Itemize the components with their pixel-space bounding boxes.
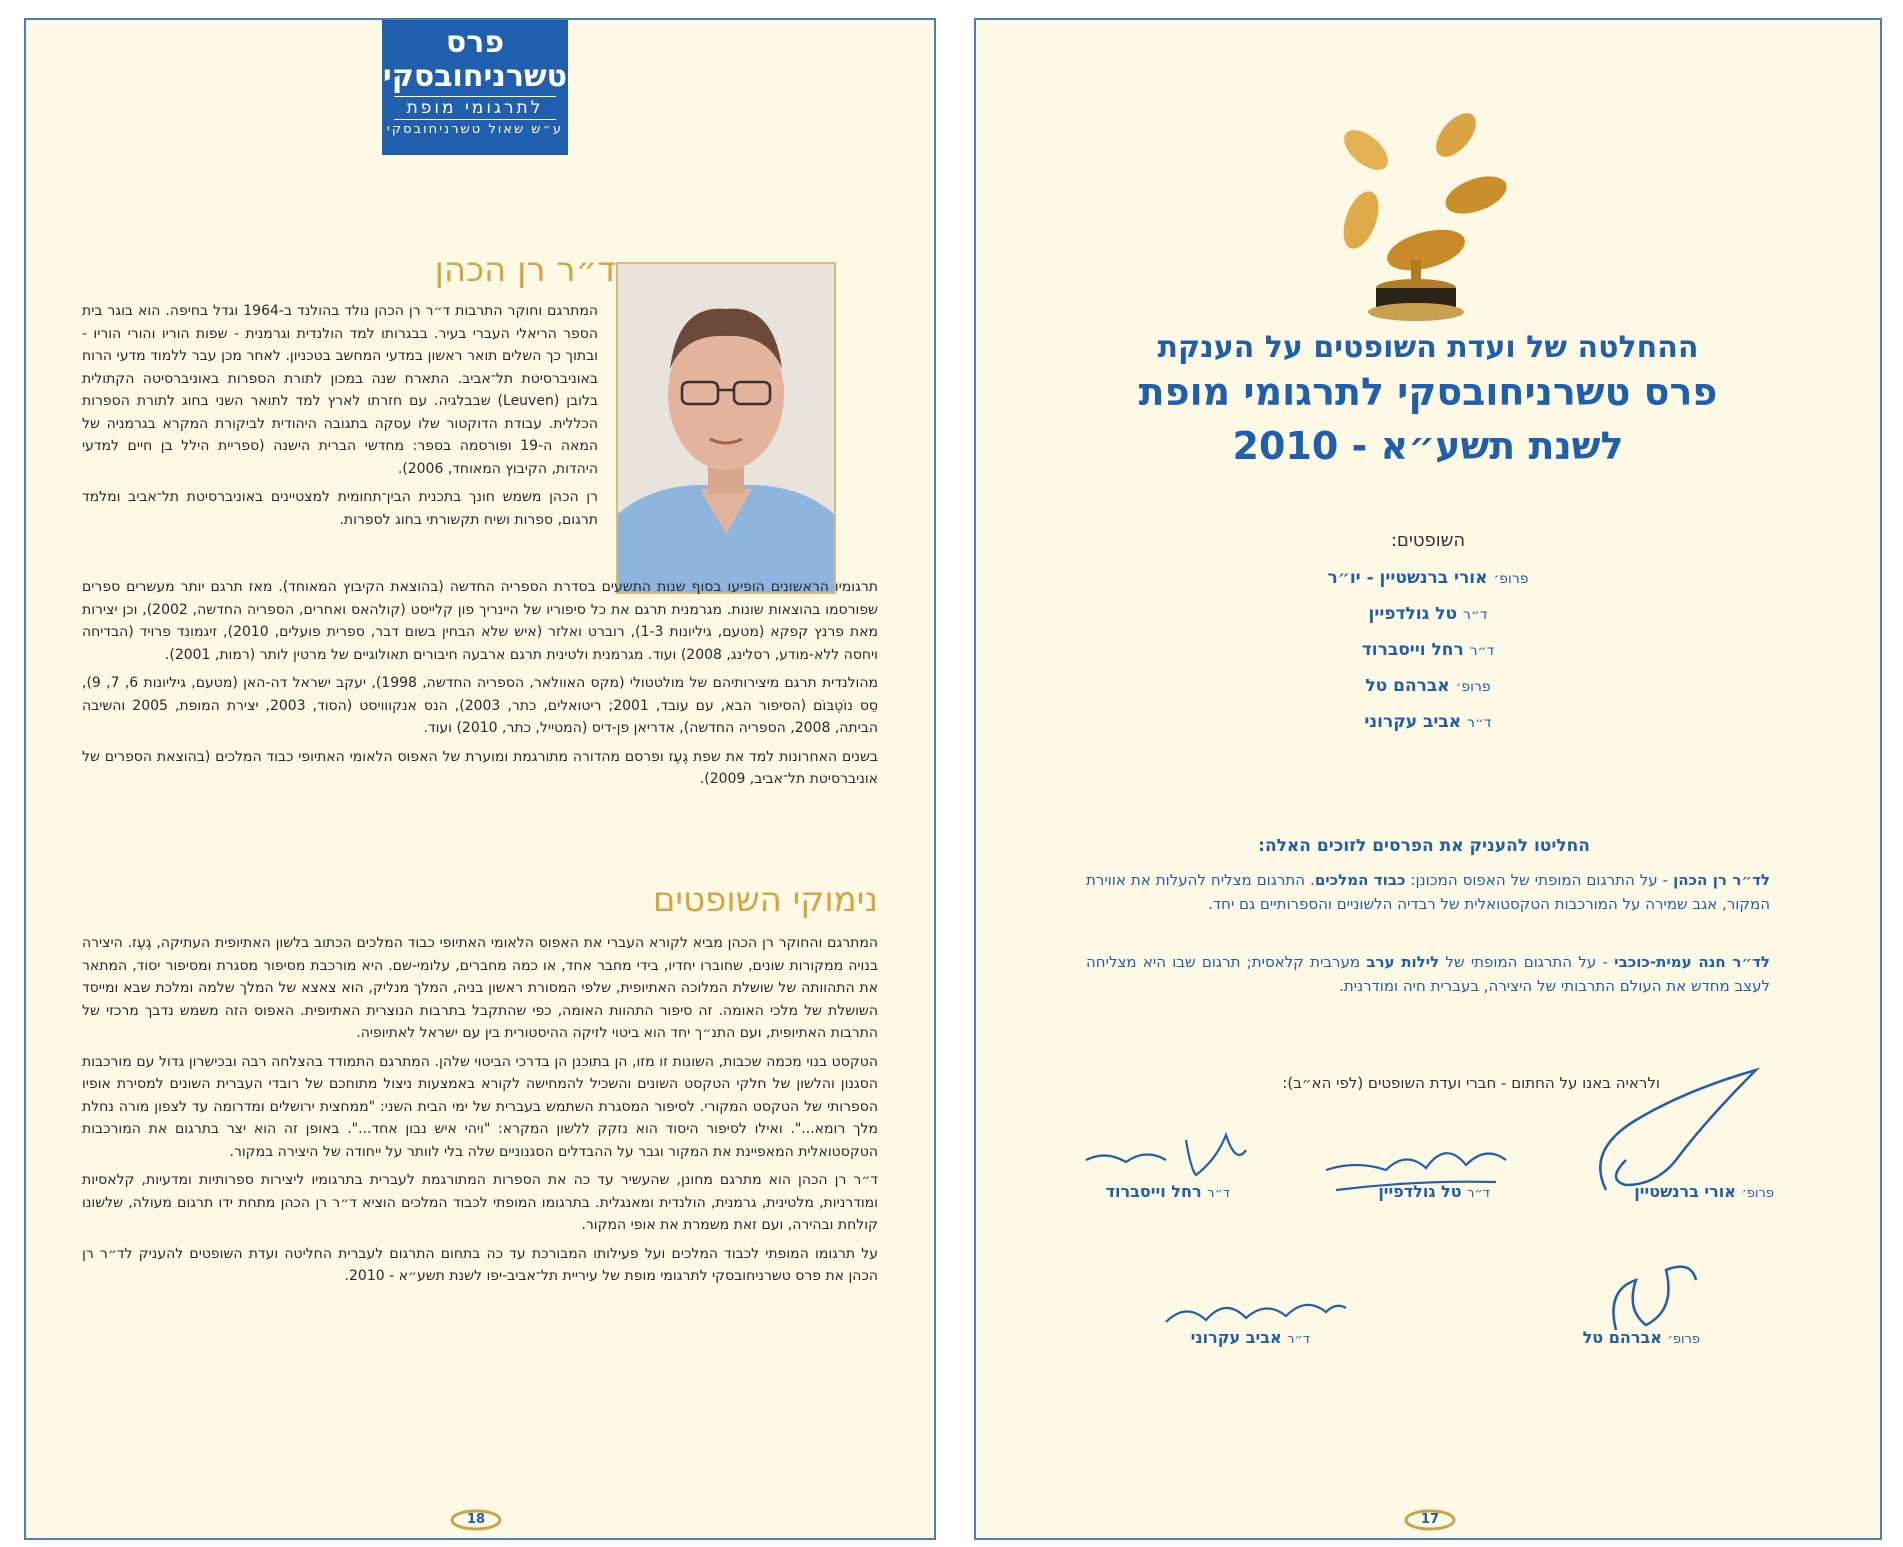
judges-reasons-text	[82, 932, 878, 1294]
bio-paragraph-1: המתרגם וחוקר התרבות ד״ר רן הכהן נולד בהולנד ב-1964 וגדל בחיפה. הוא בוגר בית הספר הריאלי העברי בעיר. בבגרותו למד הולנדית וגרמנית - שפות הוריו והורי הוריו - ובתוך כך השלים תואר ראשון במדעי המחשב בטכניון. לאחר מכן עבר ללמוד מדעי הרוח באוניברסיטת תל־אביב. התארח שנה במכון לתורת הספרות באוניברסיטה הקתולית בלובן (Leuven) שבבלגיה. עם חזרתו לארץ למד לתואר השני בחוג לתורת הספרות הכללית. עבודת הדוקטור שלו עסקה בתגובה היהודית לביקורת המקרא בגרמניה של המאה ה-19 ופורסמה בספר: מחדשי הברית הישנה (ספריית הילל בן חיים למדעי היהדות, הקיבוץ המאוחד, 2006).	[82, 303, 598, 477]
biography-text-continued	[82, 576, 878, 797]
biography-text	[82, 300, 598, 537]
winner-1-name: לד״ר רן הכהן	[1673, 871, 1770, 889]
decision-title-line-3: לשנת תשע״א - 2010	[1232, 424, 1624, 468]
decision-title-line-1: ההחלטה של ועדת השופטים על הענקת	[1157, 330, 1699, 365]
signature-bernstein	[1566, 1060, 1776, 1200]
signature-name-tal: פרופ׳ אברהם טל	[1582, 1328, 1700, 1347]
judges-label: השופטים:	[1390, 530, 1466, 551]
logo-line-2: טשרניחובסקי	[382, 59, 568, 94]
logo-line-3: לתרגומי מופת	[394, 96, 556, 120]
signature-name-akroni: ד״ר אביב עקרוני	[1190, 1328, 1310, 1347]
page-number-left: 18	[446, 1506, 506, 1538]
logo-line-4: ע״ש שאול טשרניחובסקי	[386, 122, 564, 137]
judge-1: פרופ׳ אורי ברנשטיין - יו״ר	[1327, 568, 1529, 588]
bio-paragraph-2: רן הכהן משמש חונך בתכנית הבין־תחומית למצטיינים באוניברסיטת תל־אביב ומלמד תרגום, ספרות ושיח תקשורתי בחוג לספרות.	[82, 489, 598, 528]
signature-tal	[1596, 1250, 1716, 1340]
page-number-right: 17	[1400, 1506, 1460, 1538]
winner-2-work: לילות ערב	[1366, 953, 1440, 971]
signature-weissbrod	[1076, 1120, 1256, 1190]
reasons-paragraph-1: המתרגם והחוקר רן הכהן מביא לקורא העברי את האפוס הלאומי האתיופי כבוד המלכים הכתוב בלשון האתיופית העתיקה, גֶעֶז. היצירה בנויה ממקורות שונים, שחוברו יחדיו, בידי מחבר אחד, או כמה מחברים, עלומי-שם. היא מורכבת מסיפור מסגרת ומסיפור יסוד, המתאר את התהוותה של שושלת המלוכה האתיופית, שלפי המסורת ראשון בניה, המלך מנליק, הוא צאצא של המלך שלמה ומלכת שבא ומייסד השושלת של מלכי האומה. זה סיפור התהוות האומה, כפי שהתקבל בתרבות הנוצרית האתיופית. האפוס הזה משמש נדבך מרכזי של התרבות האתיופית, ועם התנ״ך יחד הוא ביטוי לזיקה ההיסטורית בין עם ישראל לאתיופיה.	[82, 935, 878, 1041]
judges-reasons-heading: נימוקי השופטים	[652, 880, 878, 920]
reasons-paragraph-3: ד״ר רן הכהן הוא מתרגם מחונן, שהעשיר עד כה את הספרות המתורגמת לעברית בתרגומיו ליצירות ספרותיות ומדעיות, קלאסיות ומודרניות, מלטינית, גרמנית, הולנדית ומאנגלית. בתרגומו המופתי לכבוד המלכים הוציא ד״ר רן הכהן מתחת ידו תרגום מעולה, שלשונו קולחת ובהירה, ועם זאת משמרת את אופי המקור.	[82, 1172, 878, 1233]
bio-paragraph-5: בשנים האחרונות למד את שפת גֶעֶז ופרסם מהדורה מתורגמת ומוערת של האפוס הלאומי האתיופי כבוד המלכים (בהוצאת הספרים של אוניברסיטת תל־אביב, 2009).	[82, 748, 878, 787]
winner-1-work: כבוד המלכים	[1314, 871, 1406, 889]
winner-2-name: לד״ר חנה עמית-כוכבי	[1614, 953, 1771, 971]
reasons-paragraph-2: הטקסט בנוי מכמה שכבות, השונות זו מזו, הן בתוכנן הן בדרכי הביטוי שלהן. המתרגם התמודד בהצלחה רבה ובכישרון גדול עם מורכבות הסגנון והלשון של חלקי הטקסט השונים והשכיל להמחישה לקורא באמצעות ניצול מתוחכם של רובדי העברית השונים למסירת אופיו הספרותי של הטקסט המקורי. לסיפור המסגרת השתמש בעברית של ימי הבית השני: "ממחצית ירושלים ומדרומה עד לצפון מורה נחלת מלך רומא...". ואילו לסיפור היסוד הוא נזקק ללשון המקרא: "ויהי איש נבון אחד...". באופן זה הוא יצר בתרגום את המורכבות הטקסטואלית המאפיינת את המקור וגבר על ההבדלים הסגנוניים שלה בלי לוותר על ייחודה של היצירה במקור.	[82, 1053, 878, 1160]
signature-name-weissbrod: ד״ר רחל וייסברוד	[1105, 1182, 1230, 1201]
judge-5: ד״ר אביב עקרוני	[1364, 712, 1492, 732]
judge-2: ד״ר טל גולדפיין	[1368, 604, 1488, 624]
signatories-intro: ולראיה באנו על החתום - חברי ועדת השופטים (לפי הא״ב):	[1282, 1074, 1660, 1092]
signature-name-goldfein: ד״ר טל גולדפיין	[1378, 1182, 1490, 1201]
bio-paragraph-3: תרגומיו הראשונים הופיעו בסוף שנות התשעים בסדרת הספריה החדשה (בהוצאת הקיבוץ המאוחד). מאז תרגם יותר מעשרים ספרים שפורסמו בהוצאות שונות. מגרמנית תרגם את כל סיפוריו של היינריך פון קלייסט (קולהאס ואחרים, הספריה החדשה, 2002), וכן יצירות מאת פרנץ קפקא (מטעם, גיליונות 1-3), רוברט ואלזר (איש שלא הבחין בשום דבר, ספרית פועלים, 2010), זיגמונד פרויד (הבדיחה ויחסה ללא-מודע, רסלינג, 2008) ועוד. מגרמנית ולטינית תרגם ארבעה חיבורים תאולוגיים של מרטין לותר (רמות, 2001).	[82, 579, 878, 663]
signature-name-bernstein: פרופ׳ אורי ברנשטיין	[1634, 1182, 1774, 1201]
translator-photo	[616, 262, 836, 594]
left-page	[24, 18, 936, 1540]
right-page	[974, 18, 1882, 1540]
decision-statement: החליטו להעניק את הפרסים לזוכים האלה:	[1258, 836, 1590, 856]
judge-4: פרופ׳ אברהם טל	[1365, 676, 1491, 696]
bio-paragraph-4: מהולנדית תרגם מיצירותיהם של מולטטולי (מקס האוולאר, הספריה החדשה, 1998), יעקב ישראל דה-האן (מטעם, גיליונות 6, 7, 9), סֵס נוֹטֶבּוֹם (הסיפור הבא, עם עובד, 2001; ריטואלים, כתר, 2003), הנס אנקווויסט (הסוד, 2003, יצירת המופת, 2005 והשיבה הביתה, 2008, הספריה החדשה), אדריאן פן-דיס (המטייל, כתר, 2010) ועוד.	[82, 675, 878, 736]
judge-3: ד״ר רחל וייסברוד	[1361, 640, 1495, 660]
reasons-paragraph-4: על תרגומו המופתי לכבוד המלכים ועל פעילותו המבורכת עד כה בתחום התרגום לעברית החליטה ועדת השופטים להעניק לד״ר רן הכהן את פרס טשרניחובסקי לתרגומי מופת של עיריית תל־אביב-יפו לשנת תשע״א - 2010.	[82, 1245, 878, 1284]
winner-2: לד״ר חנה עמית-כוכבי - על התרגום המופתי של לילות ערב מערבית קלאסית; תרגום שבו היא מצליחה לעצב מחדש את העולם התרבותי של היצירה, בעברית חיה ומודרנית.	[1086, 953, 1771, 995]
trophy-icon	[1306, 100, 1526, 330]
translator-name-heading: ד״ר רן הכהן	[434, 250, 616, 290]
winner-1: לד״ר רן הכהן - על התרגום המופתי של האפוס המכונן: כבוד המלכים. התרגום מצליח להעלות את אווירת המקור, אגב שמירה על המורכבות הטקסטואלית של רבדיה הלשוניים והספרותיים גם יחד.	[1086, 871, 1770, 913]
logo-line-1: פרס	[445, 25, 505, 60]
decision-title-line-2: פרס טשרניחובסקי לתרגומי מופת	[1138, 370, 1718, 414]
prize-logo	[382, 20, 568, 155]
